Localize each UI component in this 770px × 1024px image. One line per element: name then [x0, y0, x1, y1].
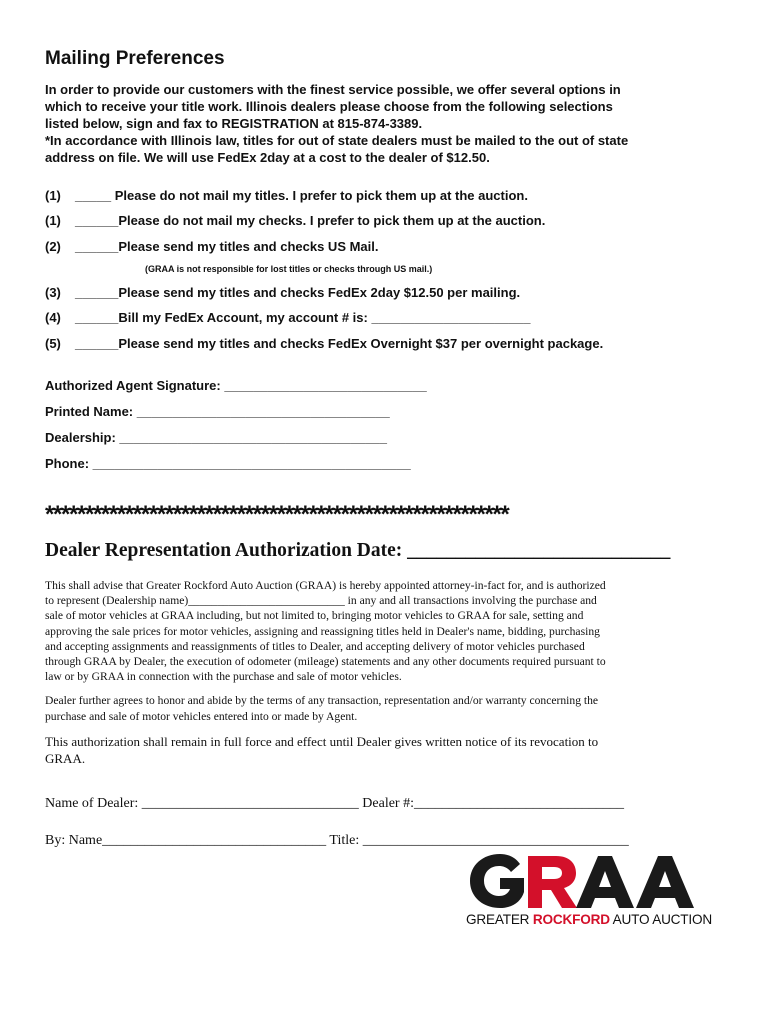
- dealer-name-number-line[interactable]: Name of Dealer: _______________________________ Dealer #:______________________________: [45, 796, 624, 811]
- option-pickup-checks[interactable]: [45, 213, 545, 228]
- option-number: (5): [45, 336, 61, 351]
- option-fedex-overnight[interactable]: [45, 336, 603, 351]
- option-number: (2): [45, 239, 61, 254]
- printed-name-field[interactable]: Printed Name: ___________________________________: [45, 404, 390, 419]
- paragraph-line: GRAA.: [45, 750, 86, 766]
- logo-tagline-post: AUTO AUCTION: [609, 912, 712, 927]
- asterisk-separator: **********************************************************: [45, 501, 509, 528]
- option-number: (1): [45, 188, 61, 203]
- option-number: (3): [45, 285, 61, 300]
- graa-logo-mark: [466, 850, 710, 912]
- intro-line: In order to provide our customers with the finest service possible, we offer several options in: [45, 82, 621, 97]
- logo-tagline: [466, 912, 710, 927]
- agent-signature-field[interactable]: Authorized Agent Signature: ____________________________: [45, 378, 427, 393]
- intro-line: listed below, sign and fax to REGISTRATION at 815-874-3389.: [45, 116, 423, 131]
- paragraph-line: approving the sale prices for motor vehicles, assigning and reassigning titles held in Dealer's name, bidding, purchasing: [45, 624, 600, 638]
- option-text: ______Please send my titles and checks FedEx Overnight $37 per overnight package.: [75, 336, 604, 351]
- dealership-field[interactable]: Dealership: _____________________________________: [45, 430, 387, 445]
- option-fedex-2day[interactable]: [45, 285, 520, 300]
- option-text: ______Please send my titles and checks FedEx 2day $12.50 per mailing.: [75, 285, 521, 300]
- option-text: ______Please send my titles and checks US Mail.: [75, 239, 379, 254]
- page-title: Mailing Preferences: [45, 48, 225, 69]
- us-mail-disclaimer: (GRAA is not responsible for lost titles or checks through US mail.): [145, 264, 433, 274]
- option-text: ______Please do not mail my checks. I prefer to pick them up at the auction.: [75, 213, 546, 228]
- logo-tagline-pre: GREATER: [466, 912, 533, 927]
- option-us-mail[interactable]: [45, 239, 379, 254]
- paragraph-line: This shall advise that Greater Rockford Auto Auction (GRAA) is hereby appointed attorney-in-fact for, and is authorized: [45, 579, 606, 592]
- authorization-section: [45, 540, 735, 848]
- option-text: _____ Please do not mail my titles. I prefer to pick them up at the auction.: [75, 188, 528, 203]
- intro-line: *In accordance with Illinois law, titles for out of state dealers must be mailed to the out of state: [45, 133, 629, 148]
- phone-field[interactable]: Phone: ____________________________________________: [45, 456, 411, 471]
- paragraph-line: through GRAA by Dealer, the execution of odometer (mileage) statements and any other documents required pursuant to: [45, 655, 606, 669]
- paragraph-line: sale of motor vehicles at GRAA including, but not limited to, bringing motor vehicles to GRAA for sale, setting and: [45, 609, 584, 623]
- mailing-preferences-section: [45, 48, 735, 471]
- option-fedex-account[interactable]: [45, 310, 531, 325]
- option-text: ______Bill my FedEx Account, my account # is: ______________________: [75, 310, 531, 325]
- option-number: (4): [45, 310, 61, 325]
- option-number: (1): [45, 213, 61, 228]
- logo-tagline-red: ROCKFORD: [532, 912, 610, 927]
- paragraph-line: law or by GRAA in connection with the purchase and sale of motor vehicles.: [45, 670, 402, 684]
- intro-line: address on file. We will use FedEx 2day at a cost to the dealer of $12.50.: [45, 150, 490, 165]
- paragraph-line: Dealer further agrees to honor and abide by the terms of any transaction, representation and/or warranty concerning the: [45, 694, 599, 708]
- paragraph-line: This authorization shall remain in full force and effect until Dealer gives written notice of its revocation to: [45, 733, 599, 749]
- graa-logo: [466, 850, 710, 930]
- authorization-title: Dealer Representation Authorization Date: ___________________________: [45, 540, 671, 561]
- paragraph-line: to represent (Dealership name)___________________________ in any and all transactions involving the purchase and: [45, 594, 597, 608]
- intro-line: which to receive your title work. Illinois dealers please choose from the following selections: [45, 99, 613, 114]
- paragraph-line: purchase and sale of motor vehicles entered into or made by Agent.: [45, 709, 358, 723]
- paragraph-line: and accepting assignments and reassignments of titles to Dealer, and accepting delivery of motor vehicles purchased: [45, 639, 585, 653]
- by-name-title-line[interactable]: By: Name________________________________ Title: ______________________________________: [45, 833, 629, 848]
- option-pickup-titles[interactable]: [45, 188, 528, 203]
